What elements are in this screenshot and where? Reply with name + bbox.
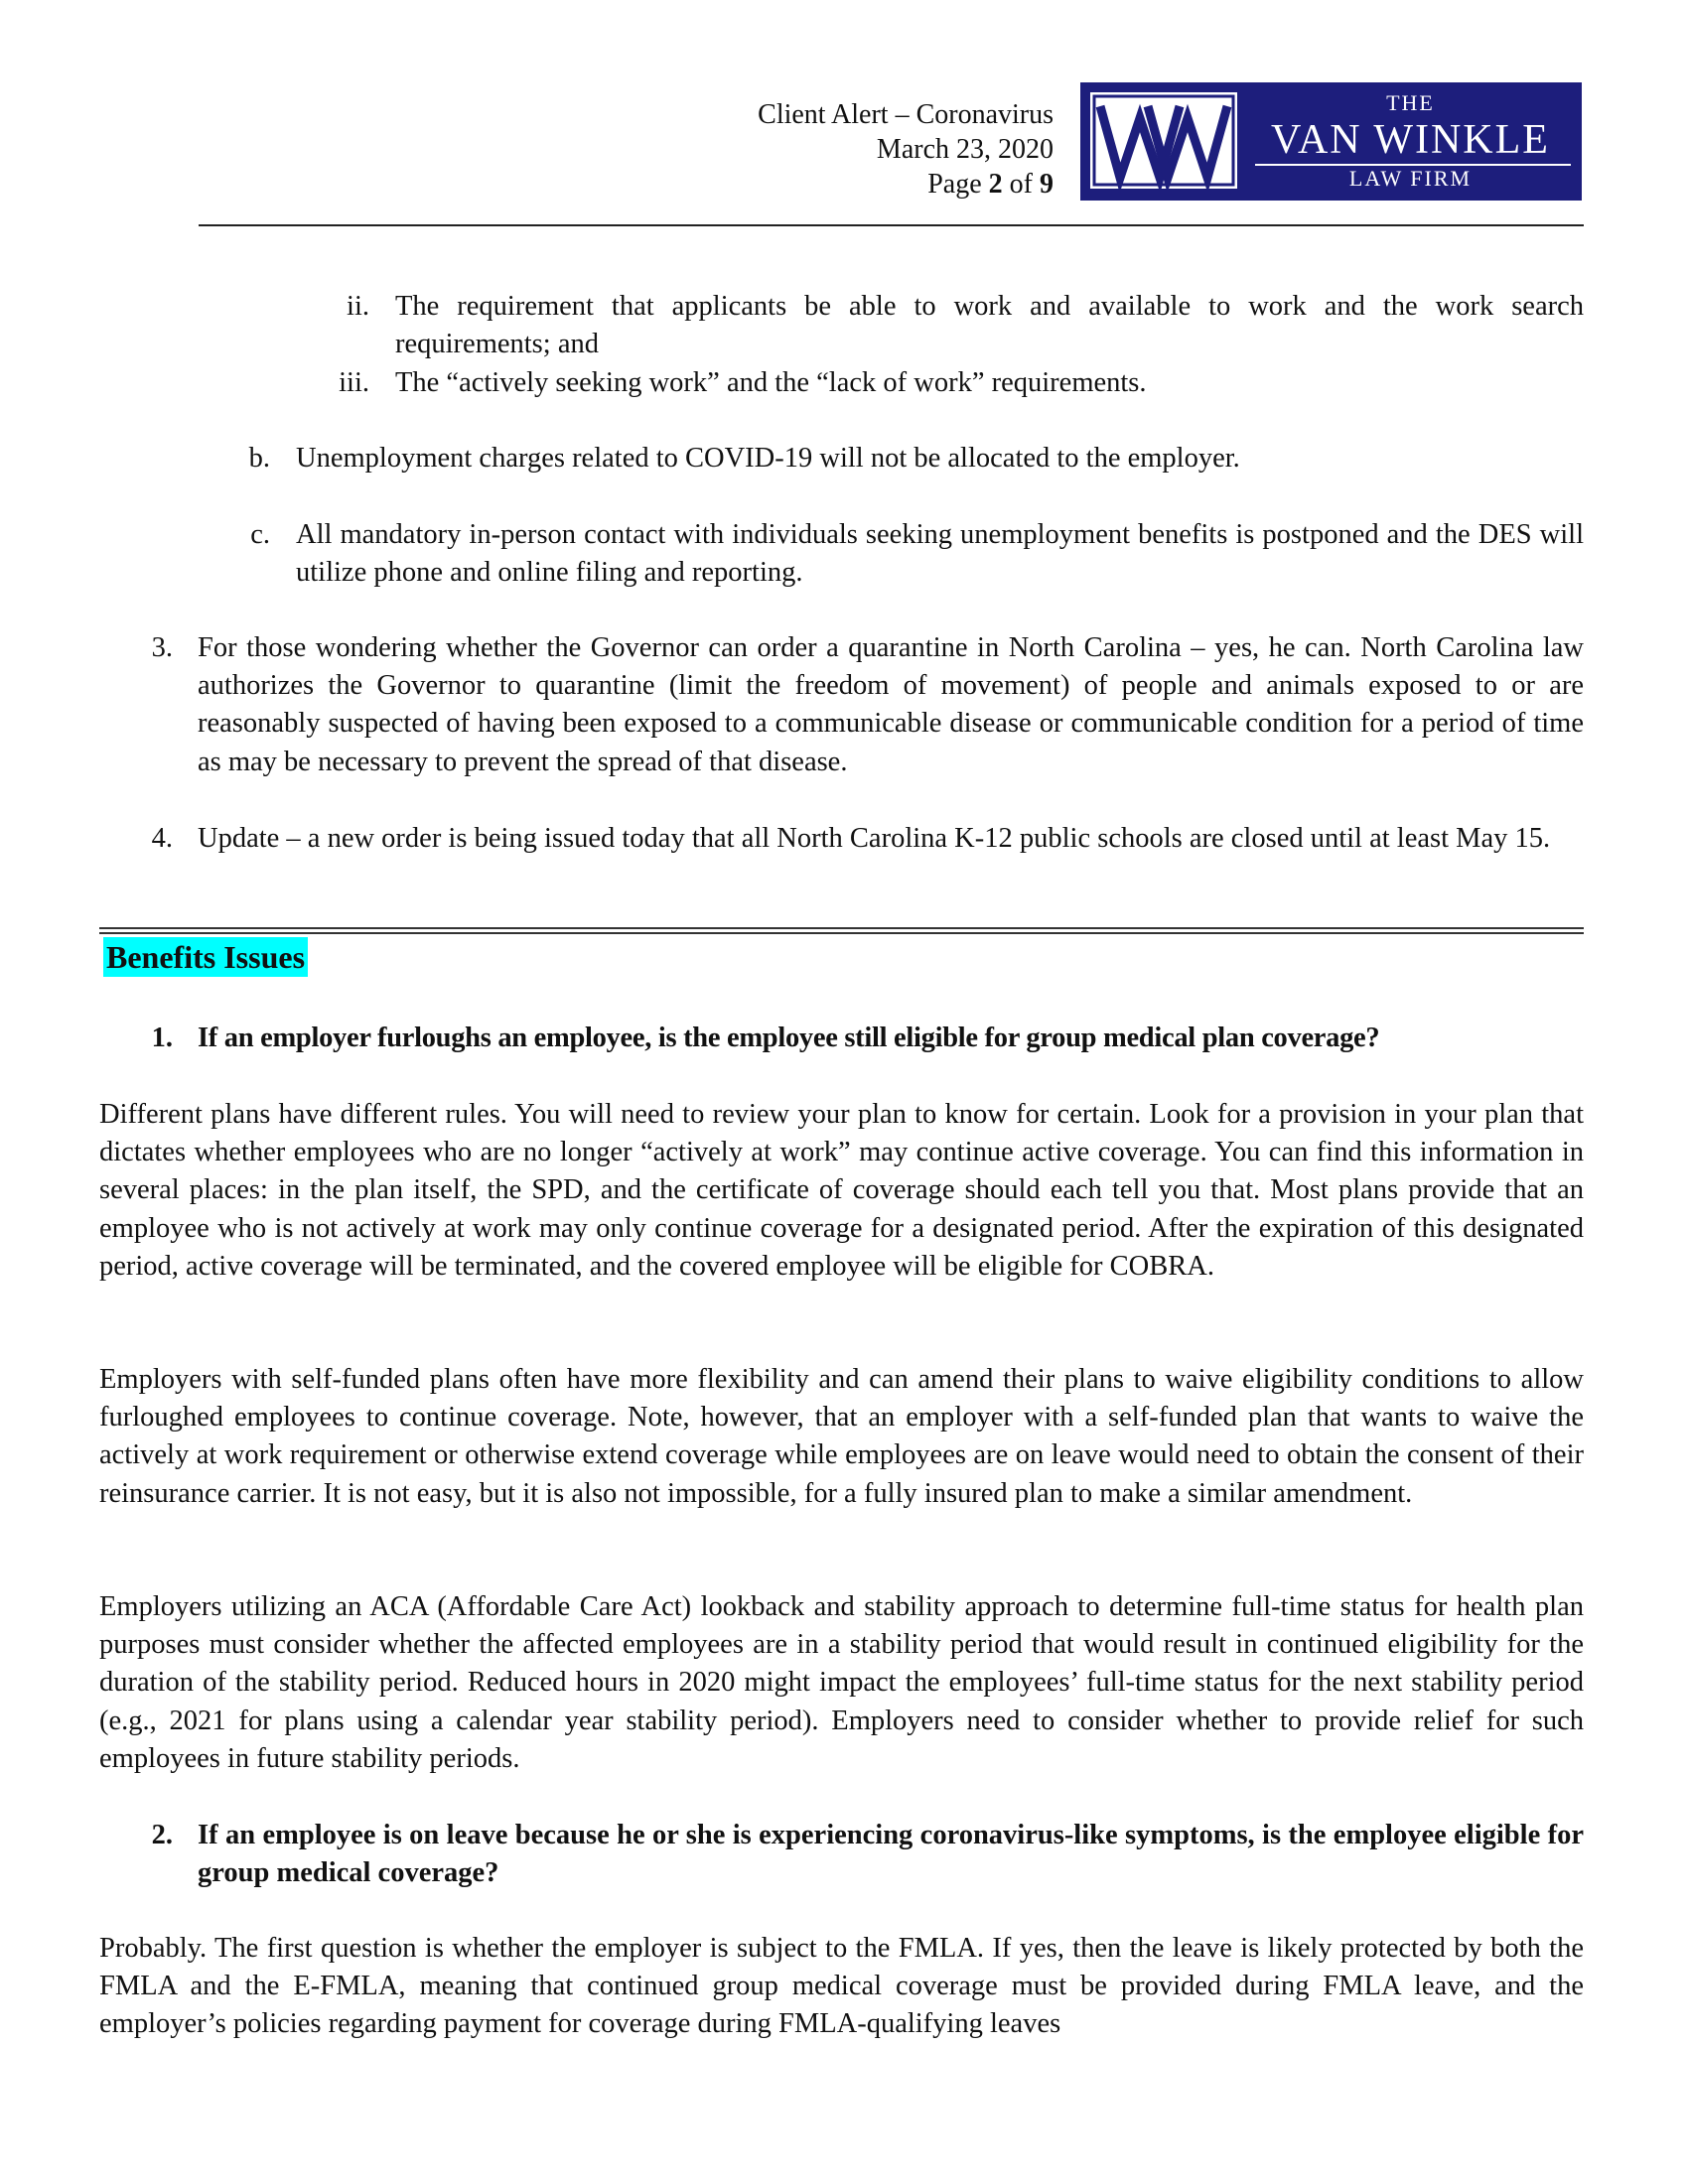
list-text: The “actively seeking work” and the “lack of work” requirements. <box>395 367 1147 398</box>
logo-subtitle: LAW FIRM <box>1348 166 1473 191</box>
list-marker: c. <box>250 519 270 550</box>
section-divider <box>99 927 1584 929</box>
list-marker: iii. <box>339 367 369 398</box>
total-pages: 9 <box>1040 169 1054 200</box>
body-paragraph: Employers with self-funded plans often have more flexibility and can amend their plans to waive eligibility conditions to allow furloughed employees to continue coverage. Note, however, that an employer with a self-funded plan that wants to waive the actively at work requirement or otherwise extend coverage while employees are on leave would need to obtain the consent of their reinsurance carrier. It is not easy, but it is also not impossible, for a fully insured plan to make a similar amendment. <box>99 1364 1584 1509</box>
question-text: If an employer furloughs an employee, is the employee still eligible for group medical plan coverage? <box>198 1023 1380 1053</box>
logo-name: VAN WINKLE <box>1271 117 1550 163</box>
list-marker: 3. <box>151 632 173 663</box>
current-page: 2 <box>988 169 1003 200</box>
logo-the: THE <box>1386 90 1435 115</box>
alert-date: March 23, 2020 <box>876 134 1054 165</box>
question-text: If an employee is on leave because he or she is experiencing coronavirus-like symptoms, is the employee eligible for group medical coverage? <box>198 1820 1584 1889</box>
question-number: 1. <box>151 1023 173 1053</box>
firm-logo <box>1080 82 1582 201</box>
section-heading: Benefits Issues <box>103 937 308 977</box>
list-marker: b. <box>248 443 270 474</box>
list-text: Update – a new order is being issued today that all North Carolina K-12 public schools are closed until at least May 15. <box>198 823 1551 854</box>
list-text: Unemployment charges related to COVID-19 will not be allocated to the employer. <box>296 443 1240 474</box>
vw-monogram-icon <box>1090 92 1237 189</box>
list-text: For those wondering whether the Governor can order a quarantine in North Carolina – yes, he can. North Carolina law authorizes the Governor to quarantine (limit the freedom of movement) of people and animals exposed to or are reasonably suspected of having been exposed to a communicable disease or communicable condition for a period of time as may be necessary to prevent the spread of that disease. <box>198 632 1584 777</box>
header-divider <box>199 224 1584 226</box>
list-text: All mandatory in-person contact with individuals seeking unemployment benefits is postponed and the DES will utilize phone and online filing and reporting. <box>296 519 1584 589</box>
alert-title: Client Alert – Coronavirus <box>758 99 1054 130</box>
list-text: The requirement that applicants be able to work and available to work and the work search requirements; and <box>395 291 1584 360</box>
section-divider <box>99 932 1584 934</box>
page-indicator: Page 2 of 9 <box>927 169 1054 200</box>
question-number: 2. <box>151 1820 173 1850</box>
list-marker: ii. <box>347 291 369 322</box>
list-marker: 4. <box>151 823 173 854</box>
body-paragraph: Employers utilizing an ACA (Affordable Care Act) lookback and stability approach to determine full-time status for health plan purposes must consider whether the affected employees are in a stability period that would result in continued eligibility for the duration of the stability period. Reduced hours in 2020 might impact the employees’ full-time status for the next stability period (e.g., 2021 for plans using a calendar year stability period). Employers need to consider whether to provide relief for such employees in future stability periods. <box>99 1591 1584 1774</box>
body-paragraph: Probably. The first question is whether the employer is subject to the FMLA. If yes, then the leave is likely protected by both the FMLA and the E-FMLA, meaning that continued group medical coverage must be provided during FMLA leave, and the employer’s policies regarding payment for coverage during FMLA-qualifying leaves <box>99 1933 1584 2040</box>
document-header <box>656 97 1054 202</box>
body-paragraph: Different plans have different rules. You will need to review your plan to know for certain. Look for a provision in your plan that dictates whether employees who are no longer “actively at work” may continue active coverage. You can find this information in several places: in the plan itself, the SPD, and the certificate of coverage should each tell you that. Most plans provide that an employee who is not actively at work may only continue coverage for a designated period. After the expiration of this designated period, active coverage will be terminated, and the covered employee will be eligible for COBRA. <box>99 1099 1584 1282</box>
